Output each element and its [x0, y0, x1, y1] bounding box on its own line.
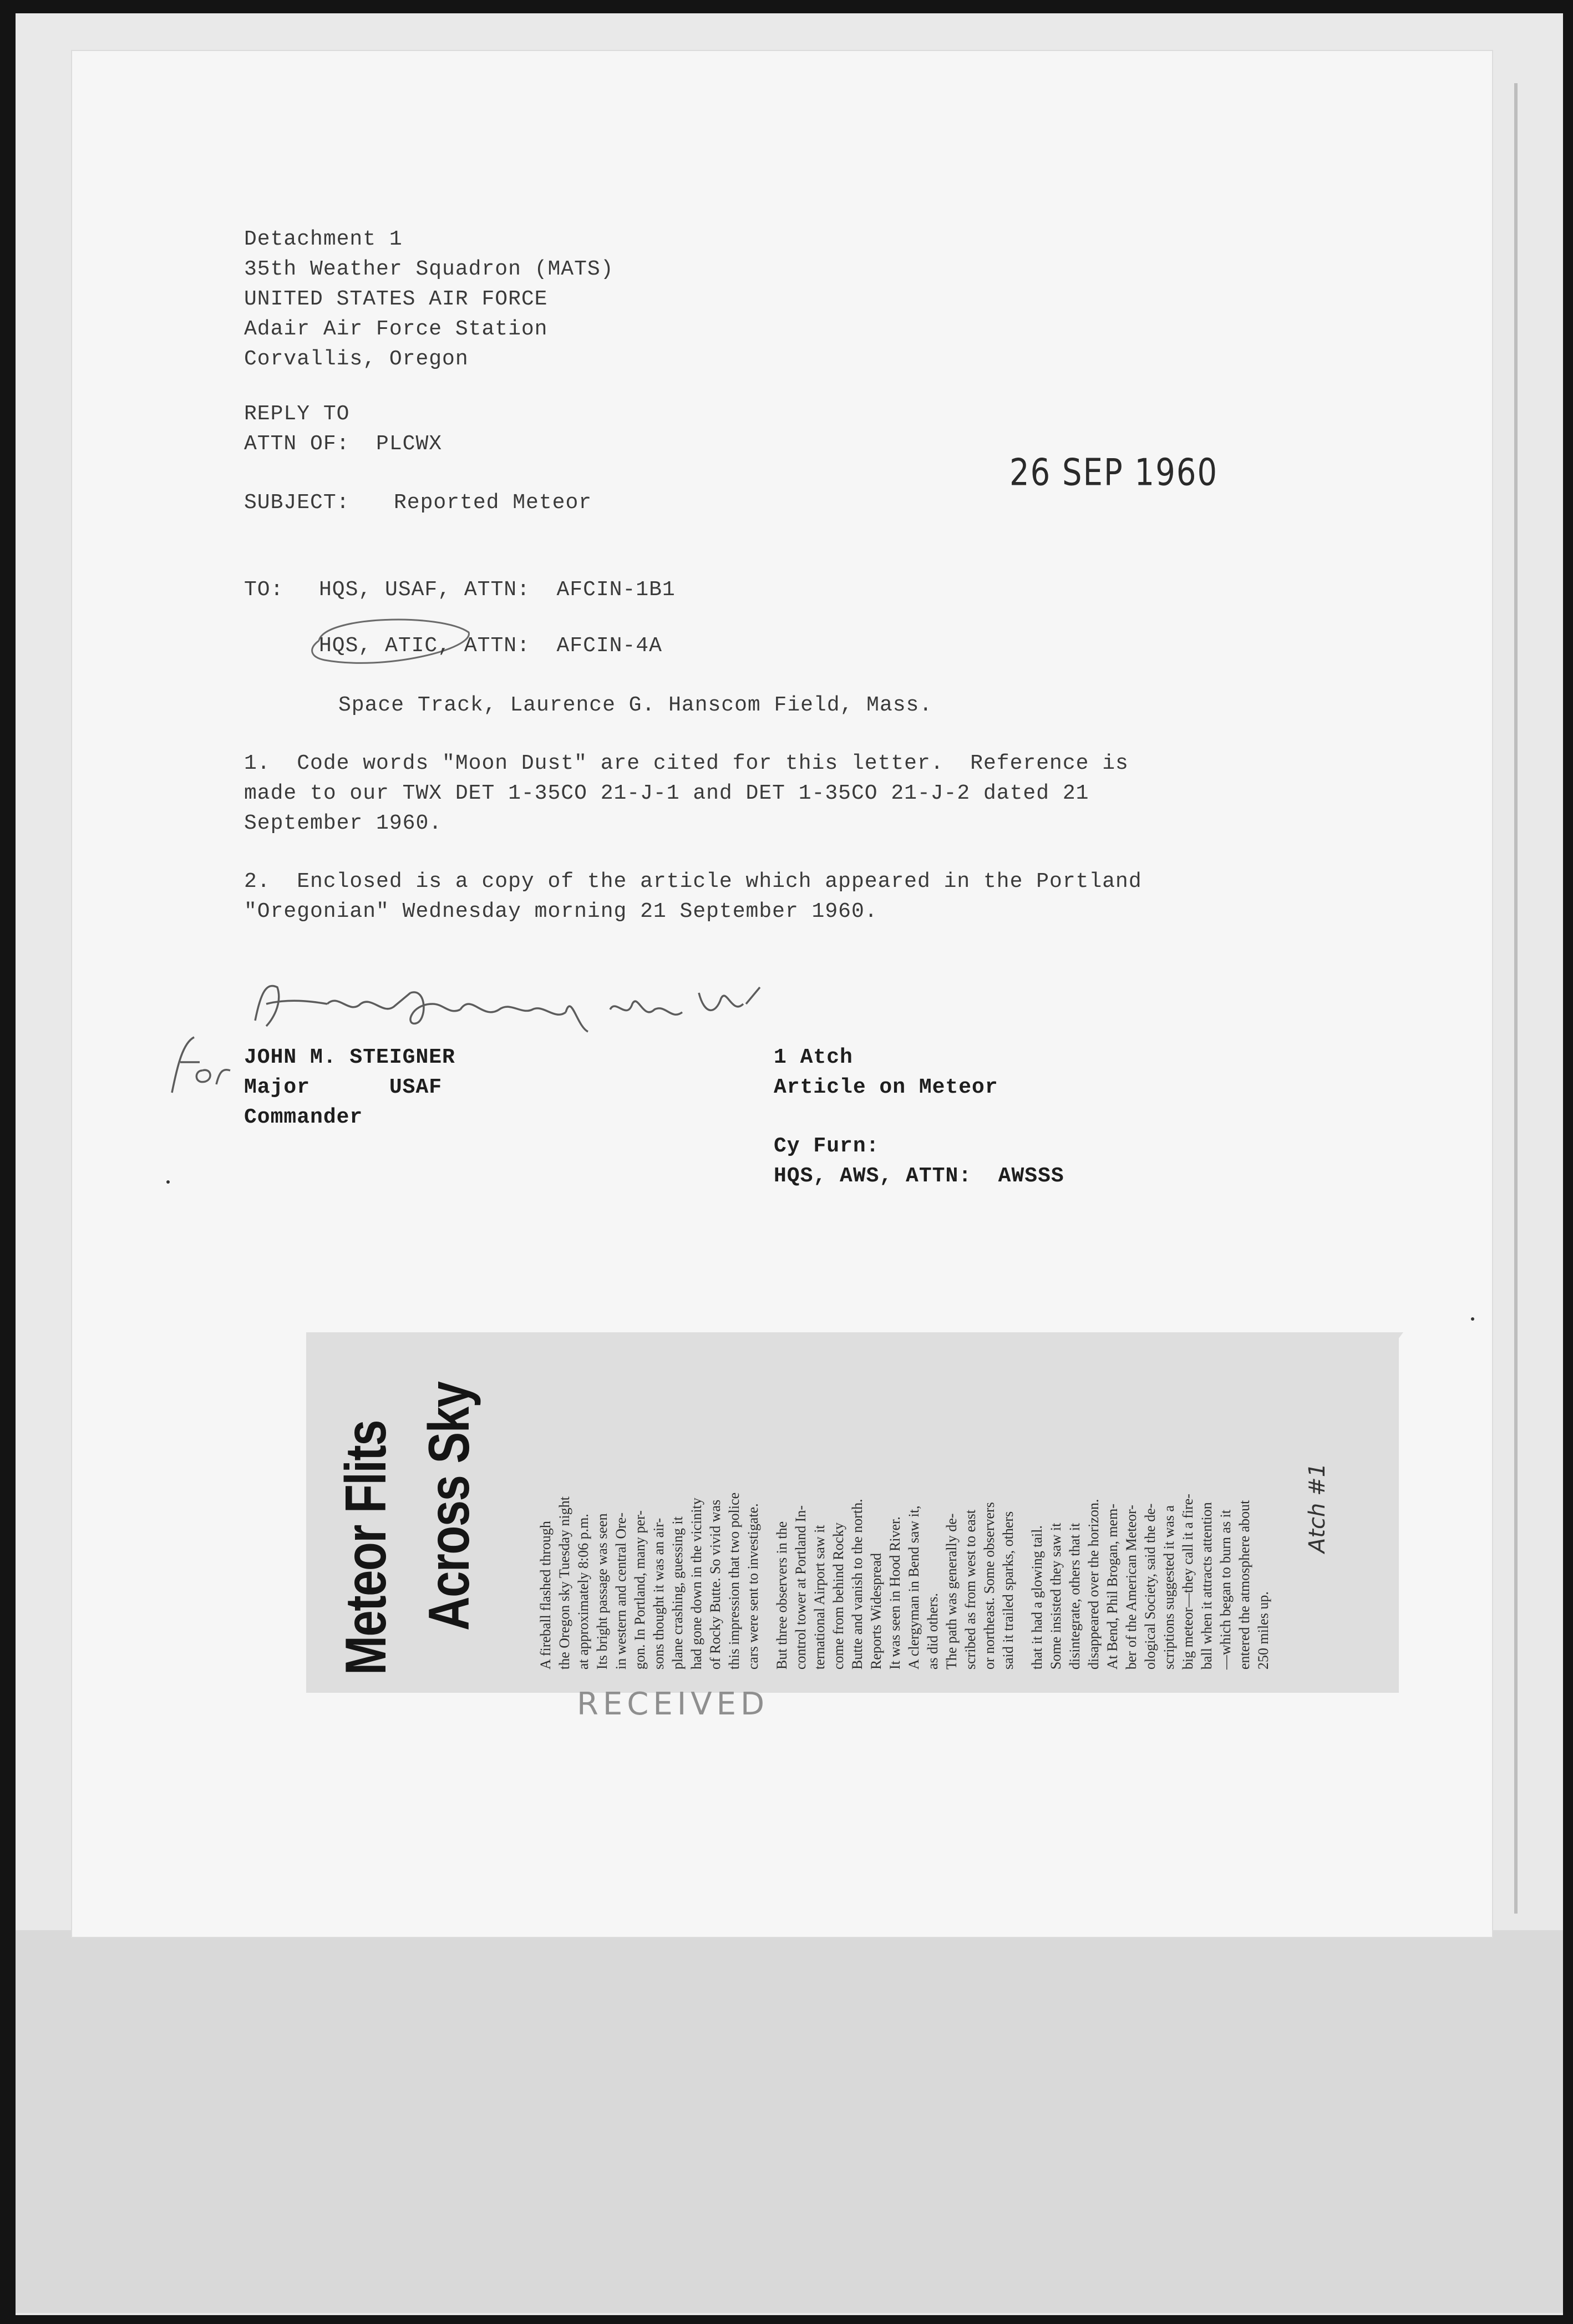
clipping-text-line: disappeared over the horizon. — [1085, 1499, 1102, 1670]
clipping-text-line: A fireball flashed through — [537, 1521, 554, 1670]
to-line-3: Space Track, Laurence G. Hanscom Field, Mass. — [338, 693, 933, 717]
clipping-text-line: at approximately 8:06 p.m. — [575, 1514, 591, 1670]
clipping-text-line: Butte and vanish to the north. — [849, 1499, 865, 1670]
page-edge-shadow — [1514, 83, 1518, 1914]
clipping-text-line: 250 miles up. — [1255, 1591, 1271, 1670]
clipping-text-line: At Bend, Phil Brogan, mem- — [1104, 1504, 1120, 1670]
clipping-text-line: Some insisted they saw it — [1048, 1523, 1064, 1670]
clipping-text-line: or northeast. Some observers — [981, 1502, 997, 1670]
signer-rank: Major USAF — [244, 1075, 443, 1099]
copy-furnished-line: HQS, AWS, ATTN: AWSSS — [774, 1164, 1064, 1188]
to-label: TO: — [244, 578, 284, 602]
reply-to-attn: ATTN OF: PLCWX — [244, 432, 443, 456]
clipping-text-line: sons thought it was an air- — [651, 1518, 667, 1670]
clipping-handwritten-annotation: Atch #1 — [1305, 1463, 1330, 1553]
letterhead-line-2: 35th Weather Squadron (MATS) — [244, 257, 614, 281]
reply-to-label: REPLY TO — [244, 402, 350, 426]
copy-furnished-label: Cy Furn: — [774, 1134, 880, 1158]
clipping-text-line: had gone down in the vicinity — [688, 1498, 704, 1670]
subject-label: SUBJECT: — [244, 491, 350, 515]
clipping-text-line: said it trailed sparks, others — [1000, 1511, 1016, 1670]
clipping-headline — [311, 1342, 510, 1692]
clipping-text-line: But three observers in the — [774, 1521, 790, 1670]
clipping-text-line: ternational Airport saw it — [811, 1525, 828, 1670]
clipping-text-line: entered the atmosphere about — [1236, 1500, 1252, 1670]
speck — [166, 1180, 170, 1184]
clipping-text-line: plane crashing, guessing it — [669, 1516, 686, 1670]
subject-value: Reported Meteor — [394, 491, 592, 515]
letterhead-line-3: UNITED STATES AIR FORCE — [244, 287, 548, 311]
headline-line-2: Across Sky — [417, 1382, 481, 1631]
clipping-text-line: gon. In Portland, many per- — [632, 1510, 648, 1670]
attachment-count: 1 Atch — [774, 1046, 853, 1069]
received-stamp: RECEIVED — [577, 1686, 769, 1722]
clipping-text-line: big meteor—they call it a fire- — [1180, 1494, 1196, 1670]
clipping-text-line: as did others. — [925, 1593, 941, 1670]
clipping-text-line: come from behind Rocky — [830, 1523, 846, 1670]
clipping-text-line: Its bright passage was seen — [594, 1513, 610, 1670]
attachment-description: Article on Meteor — [774, 1075, 998, 1099]
letterhead-line-1: Detachment 1 — [244, 227, 403, 251]
clipping-text-line: ber of the American Meteor- — [1123, 1505, 1139, 1670]
clipping-text-line: —which began to burn as it — [1217, 1509, 1234, 1670]
clipping-text-line: scriptions suggested it was a — [1161, 1505, 1177, 1670]
date-stamp: 26 SEP 1960 — [1009, 451, 1219, 495]
to-line-1: HQS, USAF, ATTN: AFCIN-1B1 — [319, 578, 676, 602]
handwritten-signature — [244, 971, 771, 1043]
clipping-text-line: this impression that two police — [726, 1492, 742, 1670]
handwritten-for-mark — [161, 1032, 250, 1104]
clipping-text-line: cars were sent to investigate. — [745, 1503, 761, 1670]
clipping-text-line: It was seen in Hood River. — [887, 1516, 903, 1670]
clipping-text-line: A clergyman in Bend saw it, — [906, 1505, 922, 1670]
paragraph-1: 1. Code words "Moon Dust" are cited for this letter. Reference is made to our TWX DET 1-35CO 21-J-1 and DET 1-35CO 21-J-2 dated 21 September 1960. — [244, 752, 1129, 835]
letterhead-line-4: Adair Air Force Station — [244, 317, 548, 341]
to-line-2: HQS, ATIC, ATTN: AFCIN-4A — [319, 634, 662, 658]
signer-title: Commander — [244, 1105, 363, 1129]
clipping-text-line: disintegrate, others that it — [1067, 1523, 1083, 1670]
clipping-subhead: Reports Widespread — [868, 1552, 884, 1670]
speck — [1471, 1317, 1474, 1321]
clipping-text-line: that it had a glowing tail. — [1029, 1525, 1045, 1670]
clipping-text-line: ological Society, said the de- — [1142, 1503, 1158, 1670]
torn-clipping-edge — [1342, 1332, 1403, 1693]
film-lower-band — [16, 1930, 1563, 2313]
clipping-text-line: of Rocky Butte. So vivid was — [707, 1499, 723, 1670]
clipping-text-line: the Oregon sky Tuesday night — [556, 1496, 572, 1670]
headline-line-1: Meteor Flits — [334, 1420, 398, 1675]
signer-name: JOHN M. STEIGNER — [244, 1046, 455, 1069]
clipping-text-line: The path was generally de- — [943, 1513, 960, 1670]
clipping-text-line: ball when it attracts attention — [1199, 1502, 1215, 1670]
clipping-text-line: control tower at Portland In- — [793, 1505, 809, 1670]
clipping-text-line: scribed as from west to east — [962, 1509, 978, 1670]
letterhead-line-5: Corvallis, Oregon — [244, 347, 469, 371]
clipping-text-line: in western and central Ore- — [613, 1513, 629, 1670]
paragraph-2: 2. Enclosed is a copy of the article which appeared in the Portland "Oregonian" Wednesday morning 21 September 1960. — [244, 870, 1142, 923]
